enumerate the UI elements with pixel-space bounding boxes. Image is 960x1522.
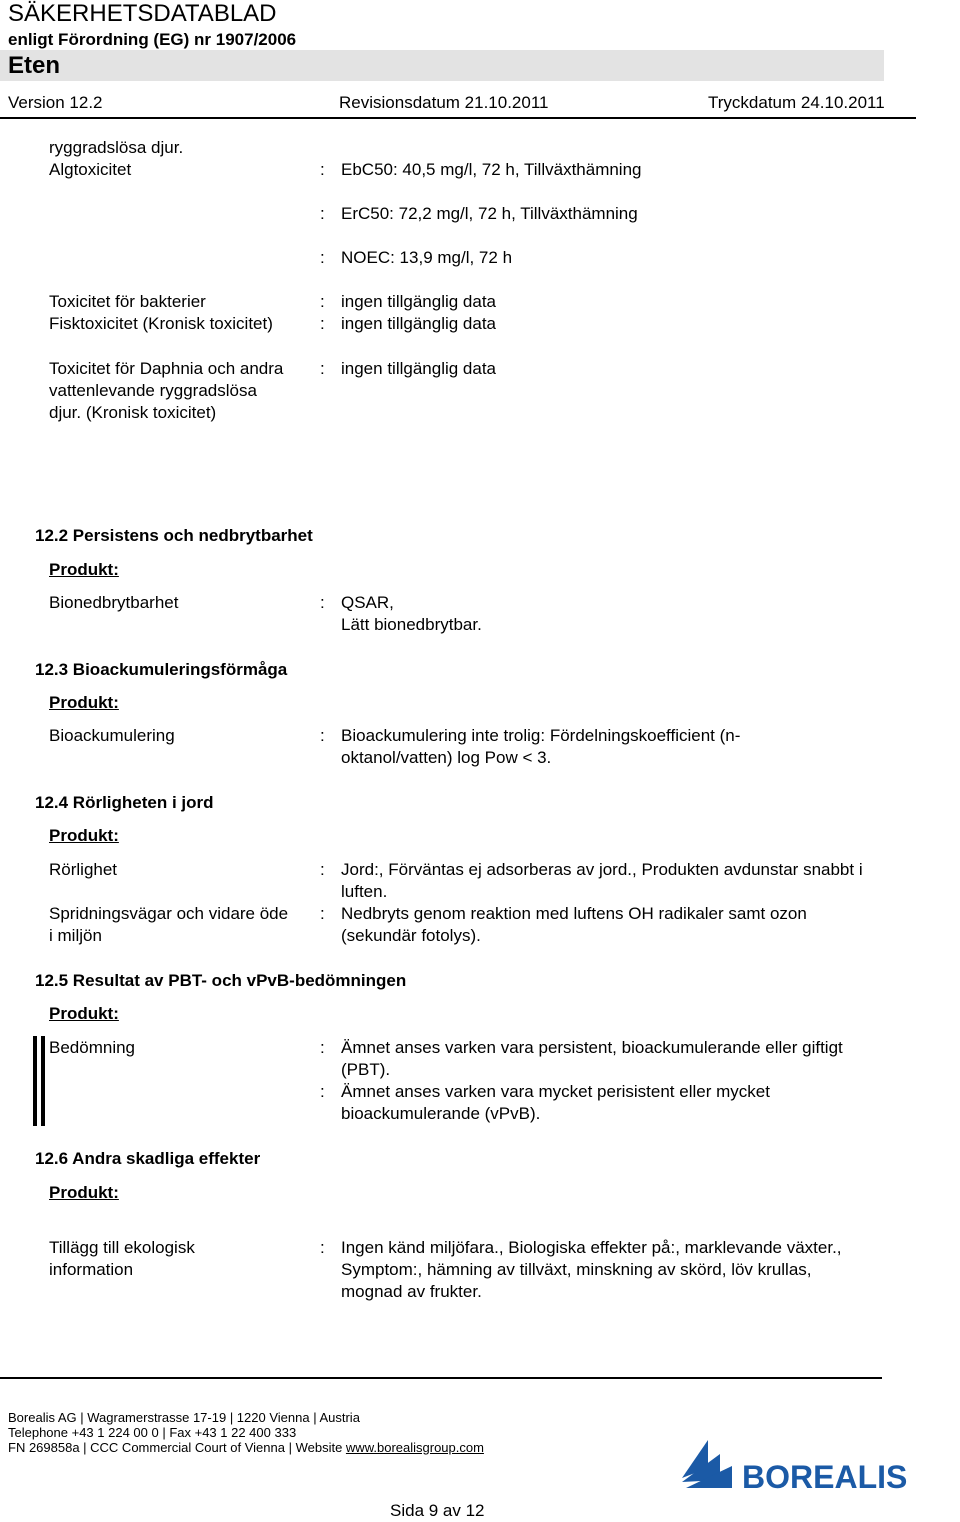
colon: : (320, 204, 325, 223)
algae-toxicity-label: Algtoxicitet (49, 160, 132, 179)
biodegradability-value-2: Lätt bionedbrytbar. (341, 615, 482, 634)
version-label: Version 12.2 (8, 93, 103, 112)
company-address: Borealis AG | Wagramerstrasse 17-19 | 1220 Vienna | Austria (8, 1410, 360, 1425)
registration-text: FN 269858a | CCC Commercial Court of Vienna | Website (8, 1440, 346, 1455)
ecological-info-label: Tillägg till ekologisk information (49, 1238, 195, 1279)
colon: : (320, 1238, 325, 1257)
borealis-logo-icon (680, 1440, 960, 1500)
section-12-6-heading: 12.6 Andra skadliga effekter (35, 1149, 261, 1168)
colon: : (320, 726, 325, 745)
mobility-value: Jord:, Förväntas ej adsorberas av jord., Produkten avdunstar snabbt i luften. (341, 860, 863, 901)
section-12-5-heading: 12.5 Resultat av PBT- och vPvB-bedömningen (35, 971, 407, 990)
colon: : (320, 1082, 325, 1101)
product-subheading: Produkt: (49, 560, 119, 579)
revision-date: Revisionsdatum 21.10.2011 (339, 93, 549, 112)
daphnia-toxicity-value: ingen tillgänglig data (341, 359, 497, 378)
product-band (0, 50, 884, 81)
product-subheading: Produkt: (49, 693, 119, 712)
assessment-pbt-value: Ämnet anses varken vara persistent, bioackumulerande eller giftigt (PBT). (341, 1038, 843, 1079)
company-phone: Telephone +43 1 224 00 0 | Fax +43 1 22 400 333 (8, 1425, 297, 1440)
print-date: Tryckdatum 24.10.2011 (708, 93, 885, 112)
colon: : (320, 593, 325, 612)
footer-rule (0, 1377, 882, 1379)
borealis-logo (680, 1440, 960, 1500)
page-number: Sida 9 av 12 (390, 1501, 485, 1520)
daphnia-toxicity-label: Toxicitet för Daphnia och andra vattenlevande ryggradslösa djur. (Kronisk toxicitet) (49, 359, 284, 422)
section-12-4-heading: 12.4 Rörligheten i jord (35, 793, 214, 812)
fish-toxicity-value: ingen tillgänglig data (341, 314, 497, 333)
revision-bar (33, 1036, 37, 1126)
colon: : (320, 314, 325, 333)
algae-toxicity-value-2: ErC50: 72,2 mg/l, 72 h, Tillväxthämning (341, 204, 638, 223)
company-registration (8, 1440, 484, 1455)
document-title: SÄKERHETSDATABLAD (8, 0, 277, 27)
colon: : (320, 292, 325, 311)
product-subheading: Produkt: (49, 1004, 119, 1023)
distribution-value: Nedbryts genom reaktion med luftens OH radikaler samt ozon (sekundär fotolys). (341, 904, 807, 945)
section-12-3-heading: 12.3 Bioackumuleringsförmåga (35, 660, 288, 679)
bioaccumulation-value: Bioackumulering inte trolig: Fördelningskoefficient (n-oktanol/vatten) log Pow < 3. (341, 726, 741, 767)
bacteria-toxicity-label: Toxicitet för bakterier (49, 292, 206, 311)
algae-toxicity-value-3: NOEC: 13,9 mg/l, 72 h (341, 248, 513, 267)
logo-text: BOREALIS (742, 1459, 908, 1495)
bacteria-toxicity-value: ingen tillgänglig data (341, 292, 497, 311)
algae-toxicity-value-1: EbC50: 40,5 mg/l, 72 h, Tillväxthämning (341, 160, 642, 179)
section-12-2-heading: 12.2 Persistens och nedbrytbarhet (35, 526, 313, 545)
distribution-label: Spridningsvägar och vidare öde i miljön (49, 904, 289, 945)
website-link[interactable]: www.borealisgroup.com (345, 1440, 484, 1455)
assessment-label: Bedömning (49, 1038, 136, 1057)
colon: : (320, 160, 325, 179)
product-subheading: Produkt: (49, 826, 119, 845)
bioaccumulation-label: Bioackumulering (49, 726, 175, 745)
biodegradability-value-1: QSAR, (341, 593, 394, 612)
header-rule (0, 117, 916, 119)
revision-bar (41, 1036, 45, 1126)
regulation-subtitle: enligt Förordning (EG) nr 1907/2006 (8, 30, 297, 49)
continued-label: ryggradslösa djur. (49, 138, 184, 157)
product-subheading: Produkt: (49, 1183, 119, 1202)
colon: : (320, 1038, 325, 1057)
ecological-info-value: Ingen känd miljöfara., Biologiska effekter på:, marklevande växter., Symptom:, hämning av tillväxt, minskning av skörd, löv krullas, mognad av frukter. (341, 1238, 842, 1301)
fish-toxicity-label: Fisktoxicitet (Kronisk toxicitet) (49, 314, 273, 333)
colon: : (320, 359, 325, 378)
colon: : (320, 248, 325, 267)
colon: : (320, 904, 325, 923)
biodegradability-label: Bionedbrytbarhet (49, 593, 179, 612)
assessment-vpvb-value: Ämnet anses varken vara mycket perisistent eller mycket bioackumulerande (vPvB). (341, 1082, 770, 1123)
mobility-label: Rörlighet (49, 860, 118, 879)
colon: : (320, 860, 325, 879)
product-name: Eten (8, 52, 61, 79)
